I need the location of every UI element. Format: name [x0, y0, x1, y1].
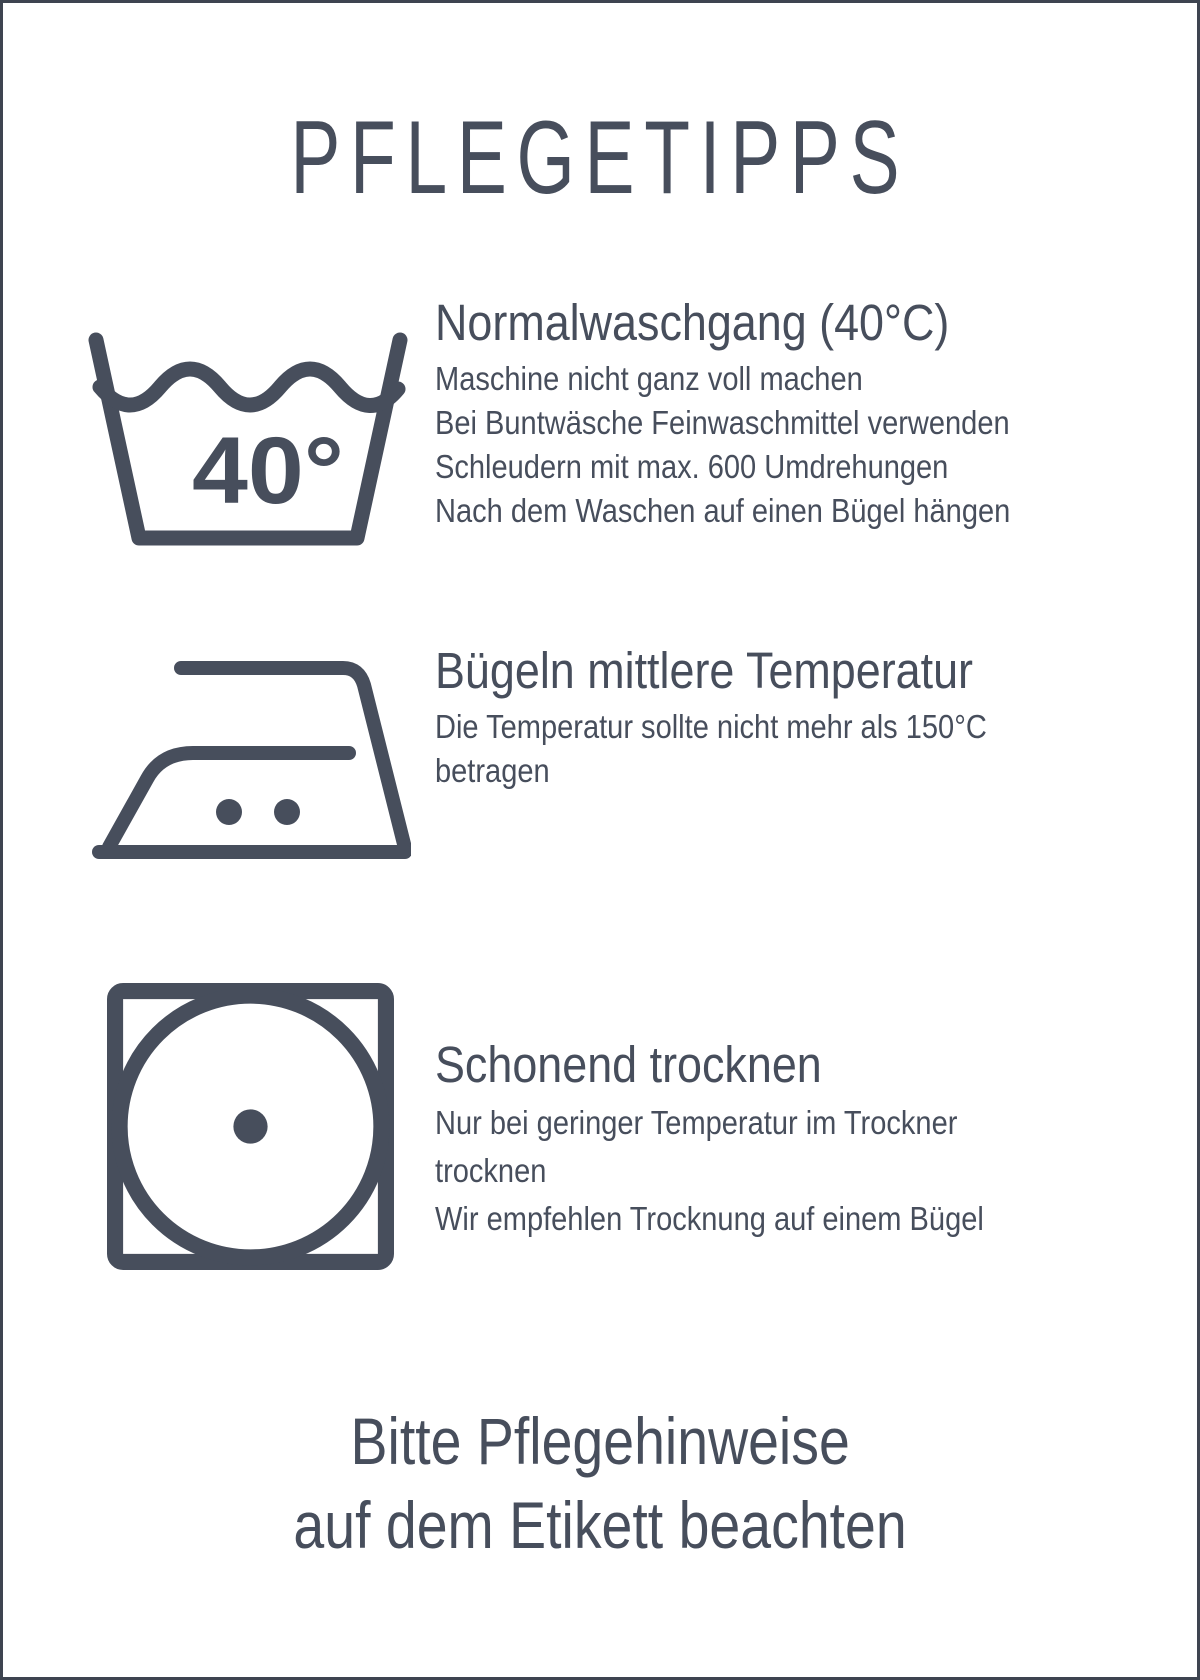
section-line: Nach dem Waschen auf einen Bügel hängen: [435, 492, 1011, 529]
iron-section-lines: [435, 705, 1062, 793]
wash-section-text: [435, 293, 1089, 533]
section-line: Bei Buntwäsche Feinwaschmittel verwenden: [435, 404, 1010, 441]
page-title: [3, 99, 1197, 218]
iron-section-heading: Bügeln mittlere Temperatur: [435, 642, 973, 699]
section-line: betragen: [435, 752, 550, 789]
wash-temperature-label: 40°: [192, 418, 344, 524]
section-line: Die Temperatur sollte nicht mehr als 150°C: [435, 708, 987, 745]
iron-section-text: [435, 641, 1062, 793]
wash-40-icon: [87, 331, 409, 549]
wash-section-heading: Normalwaschgang (40°C): [435, 294, 950, 351]
iron-medium-icon: [91, 659, 411, 863]
section-line: Schleudern mit max. 600 Umdrehungen: [435, 448, 949, 485]
tumble-dry-low-icon: [107, 983, 394, 1270]
footer-note-line2: auf dem Etikett beachten: [293, 1488, 907, 1562]
dry-section-lines: [435, 1099, 1059, 1243]
section-line: Nur bei geringer Temperatur im Trockner: [435, 1104, 958, 1141]
section-line: Wir empfehlen Trocknung auf einem Bügel: [435, 1200, 984, 1237]
footer-note: [3, 1399, 1197, 1567]
page-title-text: PFLEGETIPPS: [290, 100, 910, 216]
dry-section-text: [435, 1035, 1059, 1243]
section-line: trocknen: [435, 1152, 547, 1189]
dry-section-heading: Schonend trocknen: [435, 1036, 822, 1093]
section-line: Maschine nicht ganz voll machen: [435, 360, 863, 397]
footer-note-line1: Bitte Pflegehinweise: [350, 1404, 850, 1478]
wash-section-lines: [435, 357, 1089, 533]
